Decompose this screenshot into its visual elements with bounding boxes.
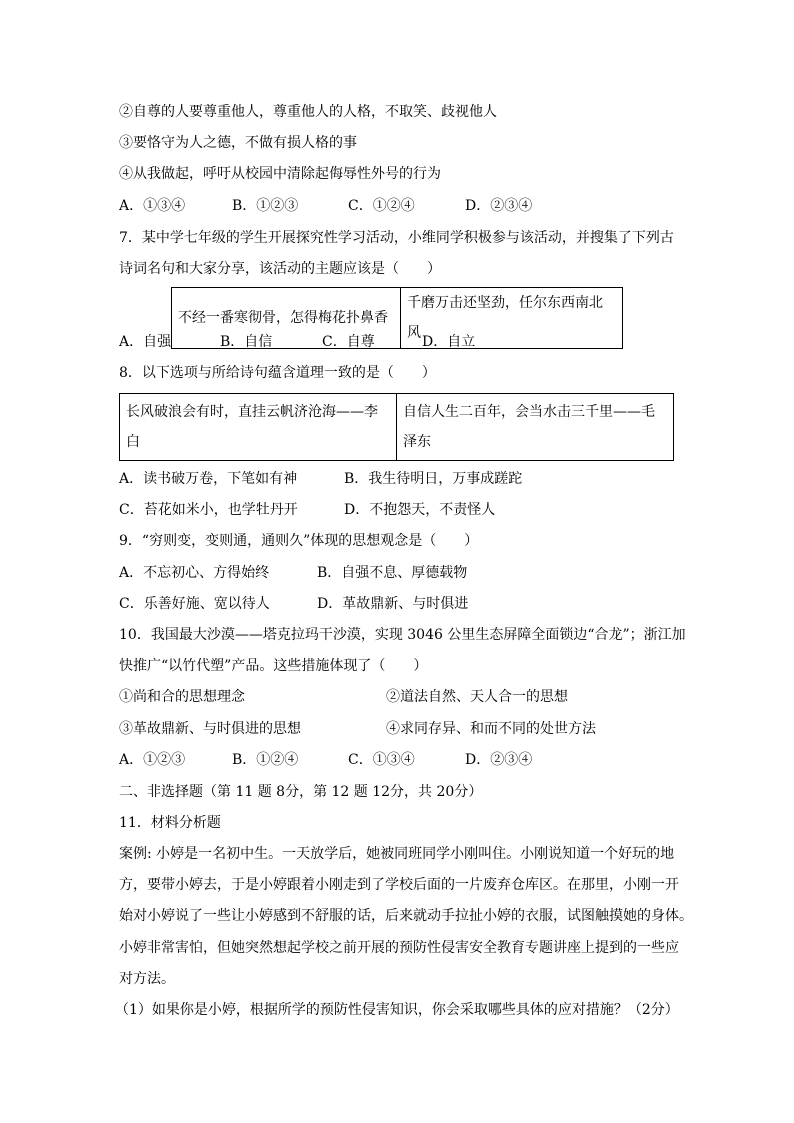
q7-option-b: B．自信 (220, 334, 273, 350)
q10-stem-line-1: 10．我国最大沙漠——塔克拉玛干沙漠，实现 3046 公里生态屏障全面锁边“合龙”；浙江加 (119, 627, 686, 643)
q11-sub-question-1: （1）如果你是小婷，根据所学的预防性侵害知识，你会采取哪些具体的应对措施？（2分） (115, 1002, 679, 1018)
q10-option-d: D．②③④ (465, 752, 533, 768)
q8-poem-right-line-2: 泽东 (403, 434, 431, 450)
q7-poem-cell-2: 千磨万击还坚劲，任尔东西南北风 (401, 288, 623, 349)
q8-option-d: D．不抱怨天，不责怪人 (344, 502, 496, 518)
q8-poem-table (119, 393, 674, 461)
q10-stem-line-2: 快推广“以竹代塑”产品。这些措施体现了（ ） (119, 658, 428, 674)
q9-option-d: D．革故鼎新、与时俱进 (317, 596, 469, 612)
q11-case-line-4: 小婷非常害怕，但她突然想起学校之前开展的预防性侵害安全教育专题讲座上提到的一些应 (119, 940, 679, 956)
q7-option-a: A．自强 (119, 334, 172, 350)
q10-item-4: ④求同存异、和而不同的处世方法 (386, 721, 596, 737)
q7-stem-line-2: 诗词名句和大家分享，该活动的主题应该是（ ） (119, 261, 441, 277)
q10-option-c: C．①③④ (348, 752, 415, 768)
q11-case-line-2: 方，要带小婷去，于是小婷跟着小刚走到了学校后面的一片废弃仓库区。在那里，小刚一开 (119, 877, 679, 893)
q6-option-b: B．①②③ (232, 198, 299, 214)
q11-title: 11．材料分析题 (119, 815, 221, 831)
q11-case-line-1: 案例: 小婷是一名初中生。一天放学后，她被同班同学小刚叫住。小刚说知道一个好玩的地 (119, 846, 675, 862)
q10-option-a: A．①②③ (119, 752, 186, 768)
q11-case-line-5: 对方法。 (119, 971, 175, 987)
q9-stem: 9．“穷则变，变则通，通则久”体现的思想观念是（ ） (119, 533, 479, 549)
q10-item-3: ③革故鼎新、与时俱进的思想 (119, 721, 301, 737)
q6-item-3: ③要恪守为人之德，不做有损人格的事 (119, 135, 357, 151)
q7-poem-cell-1: 不经一番寒彻骨，怎得梅花扑鼻香 (172, 288, 401, 349)
q10-item-1: ①尚和合的思想理念 (119, 689, 245, 705)
q9-option-c: C．乐善好施、宽以待人 (119, 596, 270, 612)
q8-poem-left-line-1: 长风破浪会有时，直挂云帆济沧海——李 (126, 404, 378, 420)
q11-case-line-3: 始对小婷说了一些让小婷感到不舒服的话，后来就动手拉扯小婷的衣服，试图触摸她的身体。 (119, 908, 693, 924)
q6-item-2: ②自尊的人要尊重他人，尊重他人的人格，不取笑、歧视他人 (119, 104, 497, 120)
q6-option-d: D．②③④ (465, 198, 533, 214)
q8-option-c: C．苔花如米小，也学牡丹开 (119, 502, 298, 518)
q8-poem-left-line-2: 白 (126, 434, 140, 450)
section-heading-non-choice: 二、非选择题（第 11 题 8分，第 12 题 12分，共 20分） (119, 784, 483, 800)
q7-option-d: D．自立 (422, 334, 476, 350)
q8-poem-right-line-1: 自信人生二百年，会当水击三千里——毛 (403, 404, 655, 420)
q8-poem-cell-right (397, 394, 674, 461)
q8-poem-cell-left (120, 394, 397, 461)
q10-item-2: ②道法自然、天人合一的思想 (386, 689, 568, 705)
q8-option-b: B．我生待明日，万事成蹉跎 (344, 471, 523, 487)
q8-option-a: A．读书破万卷，下笔如有神 (119, 471, 298, 487)
q9-option-b: B．自强不息、厚德载物 (317, 565, 468, 581)
q6-option-a: A．①③④ (119, 198, 186, 214)
q9-option-a: A．不忘初心、方得始终 (119, 565, 270, 581)
q7-option-c: C．自尊 (322, 334, 375, 350)
q6-option-c: C．①②④ (348, 198, 415, 214)
q8-stem: 8．以下选项与所给诗句蕴含道理一致的是（ ） (119, 365, 436, 381)
q7-stem-line-1: 7．某中学七年级的学生开展探究性学习活动，小维同学积极参与该活动，并搜集了下列古 (119, 230, 674, 246)
q10-option-b: B．①②④ (232, 752, 299, 768)
q6-item-4: ④从我做起，呼吁从校园中清除起侮辱性外号的行为 (119, 166, 441, 182)
